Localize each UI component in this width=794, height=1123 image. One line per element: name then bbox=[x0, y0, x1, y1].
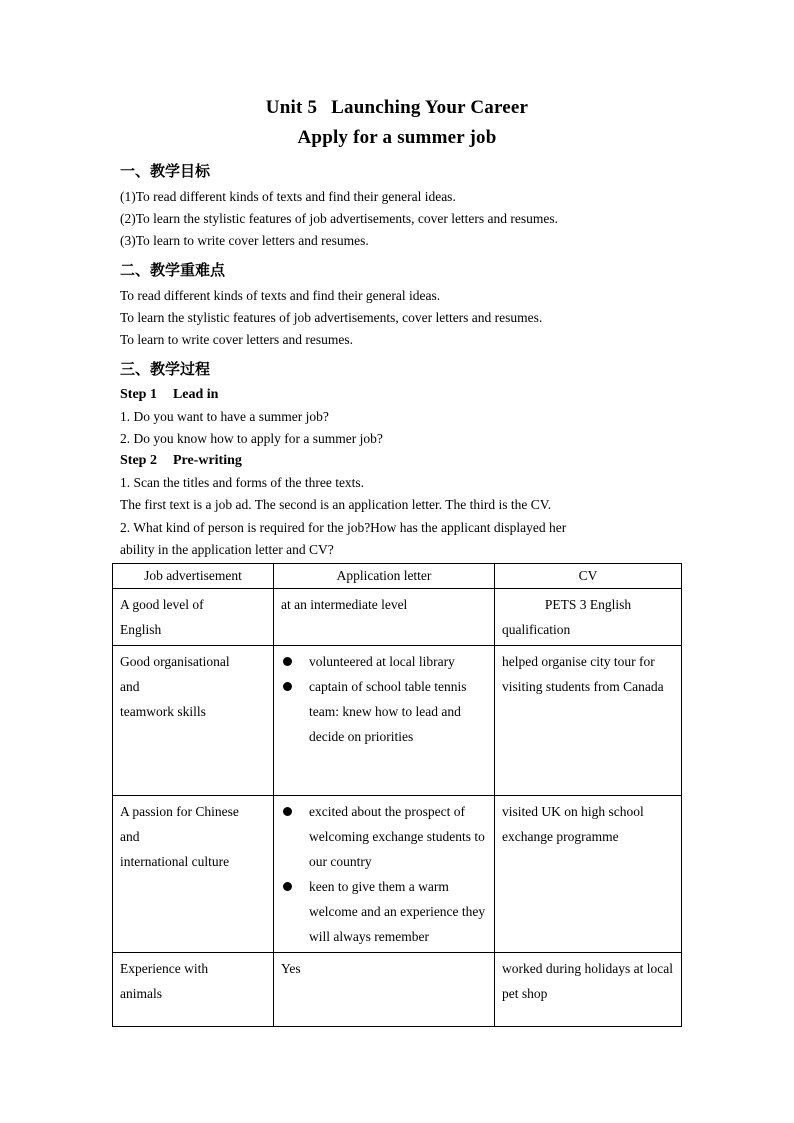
step1-label: Step 1 bbox=[120, 387, 157, 402]
header-application-letter: Application letter bbox=[274, 564, 495, 589]
list-item: keen to give them a warm welcome and an experience they will always remember bbox=[281, 874, 487, 949]
cell-letter: Yes bbox=[274, 953, 495, 1027]
key-point-line-3: To learn to write cover letters and resumes. bbox=[120, 332, 353, 347]
step1-heading bbox=[120, 387, 218, 403]
table-row bbox=[113, 953, 682, 1027]
cell-ad: Good organisational and teamwork skills bbox=[113, 646, 274, 796]
letter-bullet-list bbox=[281, 799, 487, 949]
cell-cv: visited UK on high school exchange programme bbox=[495, 796, 682, 953]
cell-cv: PETS 3 English qualification bbox=[495, 589, 682, 646]
table-row bbox=[113, 646, 682, 796]
goal-line-2: (2)To learn the stylistic features of job advertisements, cover letters and resumes. bbox=[120, 211, 559, 226]
header-job-ad: Job advertisement bbox=[113, 564, 274, 589]
cell-cv: helped organise city tour for visiting students from Canada bbox=[495, 646, 682, 796]
unit-name: Launching Your Career bbox=[331, 97, 529, 118]
step2-heading bbox=[120, 453, 242, 469]
step1-name: Lead in bbox=[172, 387, 219, 402]
table-row bbox=[113, 589, 682, 646]
step2-line-1: 1. Scan the titles and forms of the three texts. bbox=[120, 475, 365, 490]
goal-line-3: (3)To learn to write cover letters and resumes. bbox=[120, 233, 369, 248]
step2-line-3: 2. What kind of person is required for the job?How has the applicant displayed her bbox=[120, 520, 567, 535]
step1-line-1: 1. Do you want to have a summer job? bbox=[120, 409, 329, 424]
letter-bullet-list bbox=[281, 649, 487, 749]
comparison-table bbox=[112, 563, 682, 1027]
step1-line-2: 2. Do you know how to apply for a summer job? bbox=[120, 431, 383, 446]
table-row bbox=[113, 796, 682, 953]
unit-number: Unit 5 bbox=[265, 97, 318, 118]
step2-name: Pre-writing bbox=[172, 453, 242, 468]
cell-letter bbox=[274, 796, 495, 953]
cell-ad: A good level of English bbox=[113, 589, 274, 646]
cell-ad: Experience with animals bbox=[113, 953, 274, 1027]
key-point-line-2: To learn the stylistic features of job advertisements, cover letters and resumes. bbox=[120, 310, 543, 325]
goals-heading: 一、教学目标 bbox=[120, 162, 211, 180]
list-item: captain of school table tennis team: knew how to lead and decide on priorities bbox=[281, 674, 487, 749]
table-header-row bbox=[113, 564, 682, 589]
header-cv: CV bbox=[495, 564, 682, 589]
goal-line-1: (1)To read different kinds of texts and find their general ideas. bbox=[120, 189, 456, 204]
process-heading: 三、教学过程 bbox=[120, 360, 211, 378]
lesson-subtitle: Apply for a summer job bbox=[297, 127, 497, 148]
cell-letter: at an intermediate level bbox=[274, 589, 495, 646]
step2-line-4: ability in the application letter and CV? bbox=[120, 542, 334, 557]
cell-cv: worked during holidays at local pet shop bbox=[495, 953, 682, 1027]
list-item: excited about the prospect of welcoming exchange students to our country bbox=[281, 799, 487, 874]
unit-title bbox=[0, 97, 794, 119]
list-item: volunteered at local library bbox=[281, 649, 487, 674]
key-points-heading: 二、教学重难点 bbox=[120, 261, 226, 279]
cell-ad: A passion for Chinese and international culture bbox=[113, 796, 274, 953]
step2-label: Step 2 bbox=[120, 453, 157, 468]
cell-letter bbox=[274, 646, 495, 796]
key-point-line-1: To read different kinds of texts and find their general ideas. bbox=[120, 288, 441, 303]
step2-line-2: The first text is a job ad. The second is an application letter. The third is the CV. bbox=[120, 497, 552, 512]
